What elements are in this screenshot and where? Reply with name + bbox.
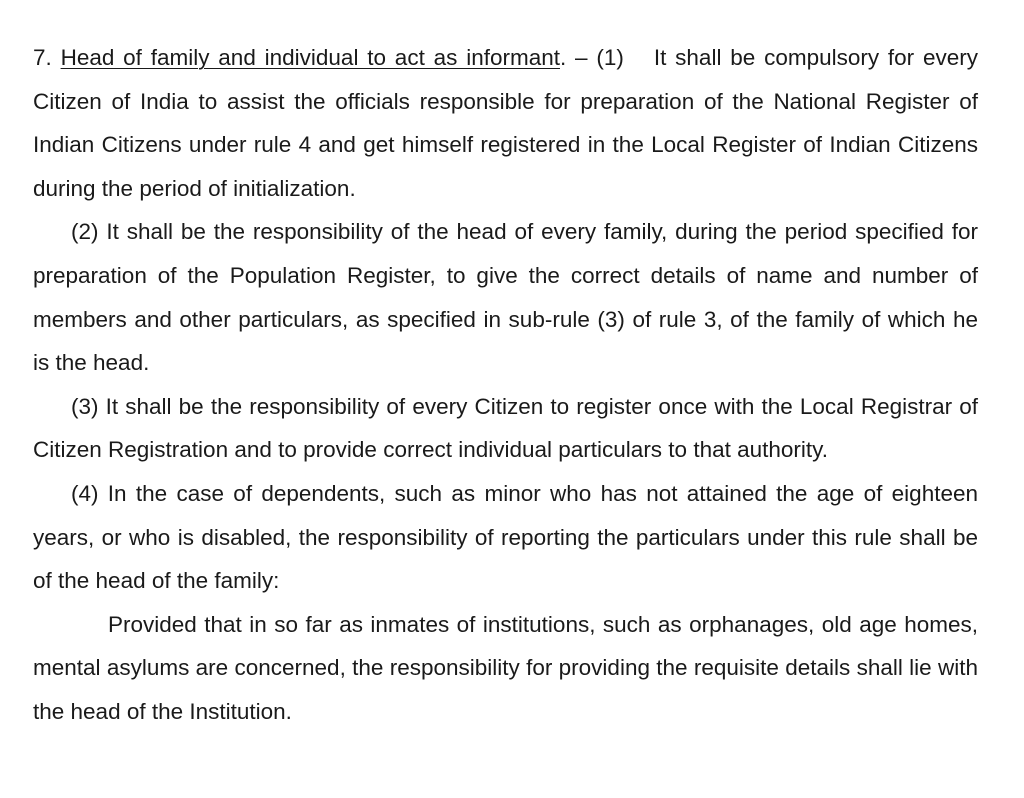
rule-title: Head of family and individual to act as informant [60,45,560,70]
document-page [33,36,978,734]
rule-7-subrule-2: (2) It shall be the responsibility of the head of every family, during the period specified for preparation of the Population Register, to give the correct details of name and number of members and other particulars, as specified in sub-rule (3) of rule 3, of the family of which he is the head. [33,219,978,376]
rule-number: 7. [33,45,52,70]
rule-7-proviso: Provided that in so far as inmates of institutions, such as orphanages, old age homes, mental asylums are concerned, the responsibility for providing the requisite details shall lie with the head of the Institution. [33,611,978,724]
rule-7-subrule-4: (4) In the case of dependents, such as minor who has not attained the age of eighteen years, or who is disabled, the responsibility of reporting the particulars under this rule shall be of the head of the family: [33,480,978,594]
rule-7-subrule-3: (3) It shall be the responsibility of every Citizen to register once with the Local Registrar of Citizen Registration and to provide correct individual particulars to that authority. [33,393,978,463]
rule-7-subrule-1 [33,36,978,210]
subrule-1-text: It shall be compulsory for every Citizen of India to assist the officials responsible for preparation of the National Register of Indian Citizens under rule 4 and get himself registered in the Local Register of Indian Citizens during the period of initialization. [33,45,978,201]
rule-title-punct: . – (1) [559,45,624,70]
